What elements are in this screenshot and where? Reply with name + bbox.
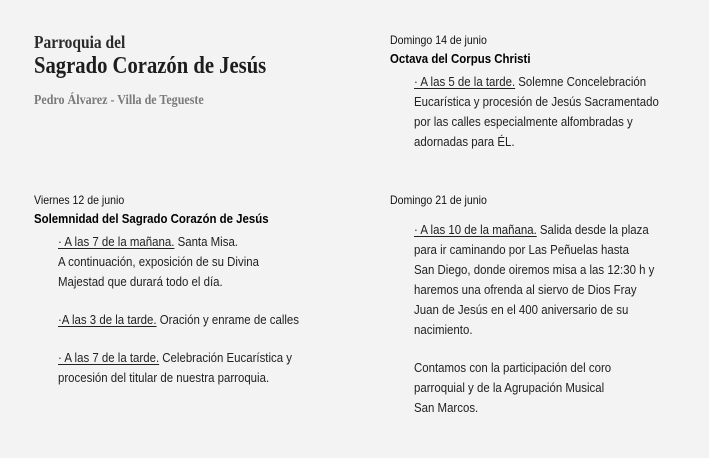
event-line: Majestad que durará todo el día. (58, 274, 223, 289)
event-time: · A las 10 de la mañana. (414, 222, 537, 237)
note-line: San Marcos. (414, 400, 479, 415)
section-date: Domingo 21 de junio (390, 193, 487, 207)
parish-name-line2: Sagrado Corazón de Jesús (34, 53, 267, 79)
event-time: ·A las 3 de la tarde. (58, 312, 157, 327)
event-line: San Diego, donde oiremos misa a las 12:30 h y (414, 262, 655, 277)
section-sunday-14 (390, 32, 692, 152)
event-line: Eucarística y procesión de Jesús Sacramentado (414, 94, 659, 109)
section-date: Domingo 14 de junio (390, 33, 487, 47)
parish-name-line1: Parroquia del (34, 32, 126, 52)
event-text: Santa Misa. (174, 234, 238, 249)
section-date: Viernes 12 de junio (34, 193, 125, 207)
event-time: · A las 7 de la tarde. (58, 350, 160, 365)
parish-location: Pedro Álvarez - Villa de Tegueste (34, 93, 204, 108)
event-line: procesión del titular de nuestra parroquia. (58, 370, 270, 385)
section-sunday-21 (390, 192, 687, 418)
event-line: nacimiento. (414, 322, 473, 337)
event-line (58, 232, 299, 252)
event-line (58, 348, 299, 368)
section-title: Octava del Corpus Christi (390, 51, 531, 66)
event-line (414, 220, 654, 240)
parish-header (34, 32, 334, 109)
event-line: A continuación, exposición de su Divina (58, 254, 259, 269)
event-time: · A las 5 de la tarde. (414, 74, 516, 89)
event-line (58, 310, 299, 330)
event-line: adornadas para ÉL. (414, 134, 515, 149)
event-text: Celebración Eucarística y (159, 350, 293, 365)
event-line (414, 72, 659, 92)
section-body (58, 232, 332, 388)
section-body (414, 72, 692, 152)
section-title: Solemnidad del Sagrado Corazón de Jesús (34, 211, 269, 226)
event-time: · A las 7 de la mañana. (58, 234, 175, 249)
section-body (414, 220, 687, 418)
event-line: haremos una ofrenda al siervo de Dios Fray (414, 282, 637, 297)
event-line: por las calles especialmente alfombradas y (414, 114, 633, 129)
event-line: Juan de Jesús en el 400 aniversario de su (414, 302, 629, 317)
note-line: parroquial y de la Agrupación Musical (414, 380, 605, 395)
note-line: Contamos con la participación del coro (414, 360, 612, 375)
event-line: para ir caminando por Las Peñuelas hasta (414, 242, 629, 257)
event-text: Solemne Concelebración (515, 74, 647, 89)
section-friday (34, 192, 332, 388)
event-text: Oración y enrame de calles (156, 312, 300, 327)
event-text: Salida desde la plaza (536, 222, 649, 237)
